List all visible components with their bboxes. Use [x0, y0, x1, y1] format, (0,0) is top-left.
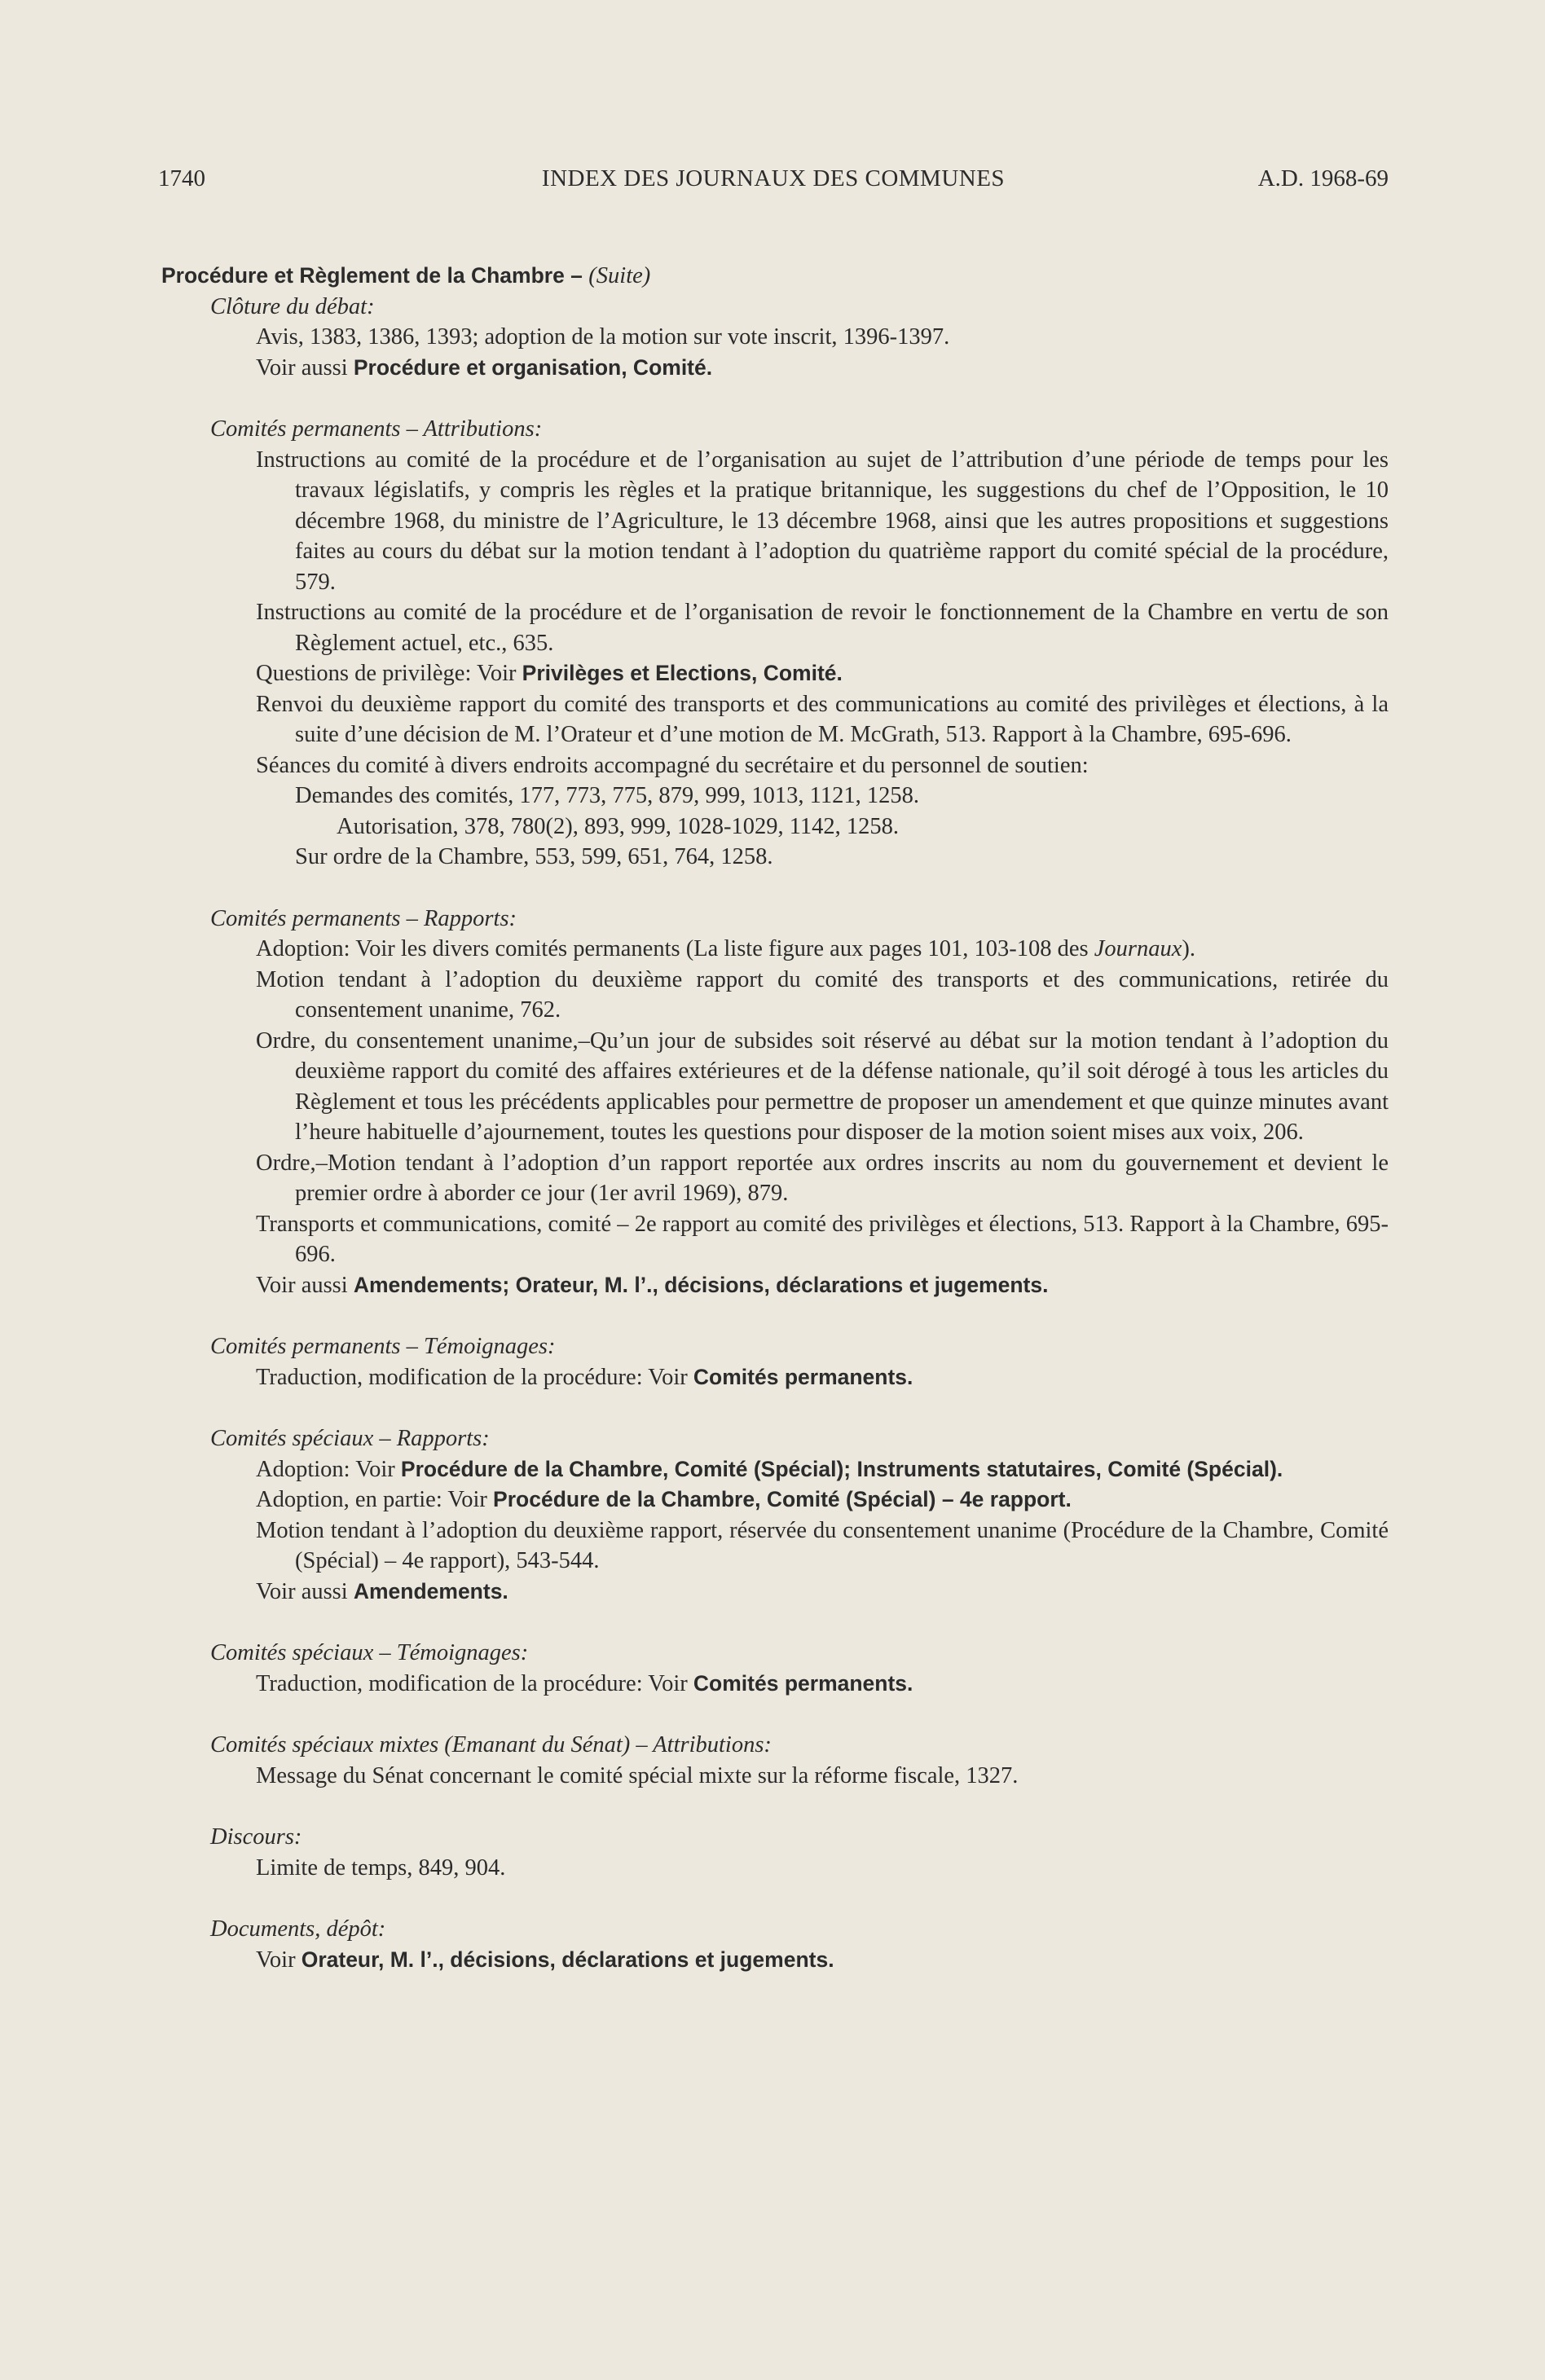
index-entry: Instructions au comité de la procédure et de l’organisation de revoir le fonctionnement de la Chambre en vertu de son Règlement actuel, etc., 635. [256, 600, 1389, 656]
entry-text: Adoption: Voir les divers comités permanents (La liste figure aux pages 101, 103-108 des [256, 936, 1094, 961]
index-entry [161, 1945, 1389, 1976]
section-comites-permanents-attributions [161, 414, 1389, 873]
section-title: Documents, dépôt: [210, 1916, 386, 1942]
index-entry: Motion tendant à l’adoption du deuxième rapport, réservée du consentement unanime (Procédure de la Chambre, Comité (Spécial) – 4e rapport), 543-544. [256, 1517, 1389, 1573]
index-content [161, 261, 1389, 1975]
section-title: Comités permanents – Témoignages: [210, 1334, 556, 1359]
cross-reference: Amendements; Orateur, M. l’., décisions, déclarations et jugements. [353, 1272, 1049, 1297]
entry-text: Voir aussi [256, 1578, 354, 1604]
index-entry [161, 1362, 1389, 1393]
section-comites-speciaux-rapports [161, 1423, 1389, 1607]
index-entry [161, 1669, 1389, 1700]
page-header [158, 165, 1389, 198]
entry-text: ). [1182, 936, 1195, 961]
section-title: Clôture du débat: [210, 293, 375, 319]
index-entry: Ordre, du consentement unanime,–Qu’un jour de subsides soit réservé au débat sur la motion tendant à l’adoption du deuxième rapport du comité des affaires extérieures et de la défense nationale, qu’il soit dérogé à tous les articles du Règlement et tous les précédents applicables pour permettre de proposer un amendement et que quinze minutes avant l’heure habituelle d’ajournement, toutes les questions pour disposer de la motion soient mises aux voix, 206. [256, 1027, 1389, 1145]
entry-text: Questions de privilège: Voir [256, 661, 522, 686]
index-entry: Ordre,–Motion tendant à l’adoption d’un rapport reportée aux ordres inscrits au nom du gouvernement et devient le premier ordre à aborder ce jour (1er avril 1969), 879. [256, 1150, 1389, 1206]
index-entry [161, 934, 1389, 965]
section-cloture [161, 292, 1389, 384]
cross-reference: Amendements. [353, 1578, 508, 1604]
index-entry [161, 658, 1389, 689]
section-title: Comités spéciaux – Rapports: [210, 1426, 490, 1451]
section-title: Discours: [210, 1824, 302, 1850]
page-title: INDEX DES JOURNAUX DES COMMUNES [541, 165, 1006, 191]
cross-reference: Comités permanents. [693, 1364, 913, 1389]
cross-reference: Procédure et organisation, Comité. [353, 354, 713, 380]
section-title: Comités permanents – Rapports: [210, 905, 517, 931]
entry-text: Adoption, en partie: Voir [256, 1487, 494, 1512]
index-entry: Message du Sénat concernant le comité spécial mixte sur la réforme fiscale, 1327. [256, 1762, 1019, 1788]
index-entry [161, 353, 1389, 384]
entry-text: Adoption: Voir [256, 1456, 401, 1482]
section-comites-permanents-temoignages [161, 1331, 1389, 1392]
cross-reference: Procédure de la Chambre, Comité (Spécial) – 4e rapport. [493, 1487, 1072, 1511]
entry-text: Voir aussi [256, 1272, 354, 1298]
index-subentry: Demandes des comités, 177, 773, 775, 879, 999, 1013, 1121, 1258. [295, 783, 919, 808]
page-date: A.D. 1968-69 [1257, 165, 1389, 191]
entry-text: Traduction, modification de la procédure: Voir [256, 1364, 693, 1390]
section-title: Comités spéciaux mixtes (Emanant du Sénat) – Attributions: [210, 1732, 772, 1758]
main-heading [161, 261, 1389, 292]
index-entry: Avis, 1383, 1386, 1393; adoption de la motion sur vote inscrit, 1396-1397. [256, 324, 950, 350]
main-heading-suite: (Suite) [588, 263, 651, 288]
index-entry: Séances du comité à divers endroits accompagné du secrétaire et du personnel de soutien: [256, 752, 1089, 778]
section-comites-speciaux-mixtes [161, 1730, 1389, 1791]
section-documents-depot [161, 1914, 1389, 1975]
entry-text: Voir aussi [256, 354, 354, 381]
cross-reference: Procédure de la Chambre, Comité (Spécial); Instruments statutaires, Comité (Spécial). [400, 1456, 1283, 1481]
index-entry: Renvoi du deuxième rapport du comité des transports et des communications au comité des privilèges et élections, à la suite d’une décision de M. l’Orateur et d’une motion de M. McGrath, 513. Rapport à la Chambre, 695-696. [256, 691, 1389, 747]
section-discours [161, 1822, 1389, 1883]
index-subentry: Autorisation, 378, 780(2), 893, 999, 1028-1029, 1142, 1258. [337, 813, 900, 839]
main-heading-text: Procédure et Règlement de la Chambre – [161, 263, 589, 288]
index-entry [161, 1270, 1389, 1301]
section-comites-permanents-rapports [161, 904, 1389, 1301]
cross-reference: Orateur, M. l’., décisions, déclarations et jugements. [301, 1947, 834, 1972]
page-number: 1740 [158, 165, 205, 191]
index-subentry: Sur ordre de la Chambre, 553, 599, 651, 764, 1258. [295, 844, 773, 869]
index-entry: Instructions au comité de la procédure et de l’organisation au sujet de l’attribution d’une période de temps pour les travaux législatifs, y compris les règles et la pratique britannique, les suggestions du chef de l’Opposition, le 10 décembre 1968, du ministre de l’Agriculture, le 13 décembre 1968, ainsi que les autres propositions et suggestions faites au cours du débat sur la motion tendant à l’adoption du quatrième rapport du comité spécial de la procédure, 579. [256, 447, 1389, 595]
entry-italic: Journaux [1094, 936, 1182, 961]
section-title: Comités spéciaux – Témoignages: [210, 1640, 529, 1665]
section-title: Comités permanents – Attributions: [210, 416, 543, 442]
index-entry [161, 1577, 1389, 1608]
entry-text: Voir [256, 1947, 302, 1973]
index-entry: Motion tendant à l’adoption du deuxième rapport du comité des transports et des communications, retirée du consentement unanime, 762. [256, 966, 1389, 1023]
cross-reference: Privilèges et Elections, Comité. [522, 661, 843, 685]
section-comites-speciaux-temoignages [161, 1638, 1389, 1699]
index-entry [161, 1454, 1389, 1485]
cross-reference: Comités permanents. [693, 1670, 913, 1696]
index-entry [161, 1485, 1389, 1516]
entry-text: Traduction, modification de la procédure: Voir [256, 1670, 693, 1696]
index-entry: Transports et communications, comité – 2e rapport au comité des privilèges et élections, 513. Rapport à la Chambre, 695-696. [256, 1211, 1389, 1267]
index-entry: Limite de temps, 849, 904. [256, 1854, 506, 1881]
